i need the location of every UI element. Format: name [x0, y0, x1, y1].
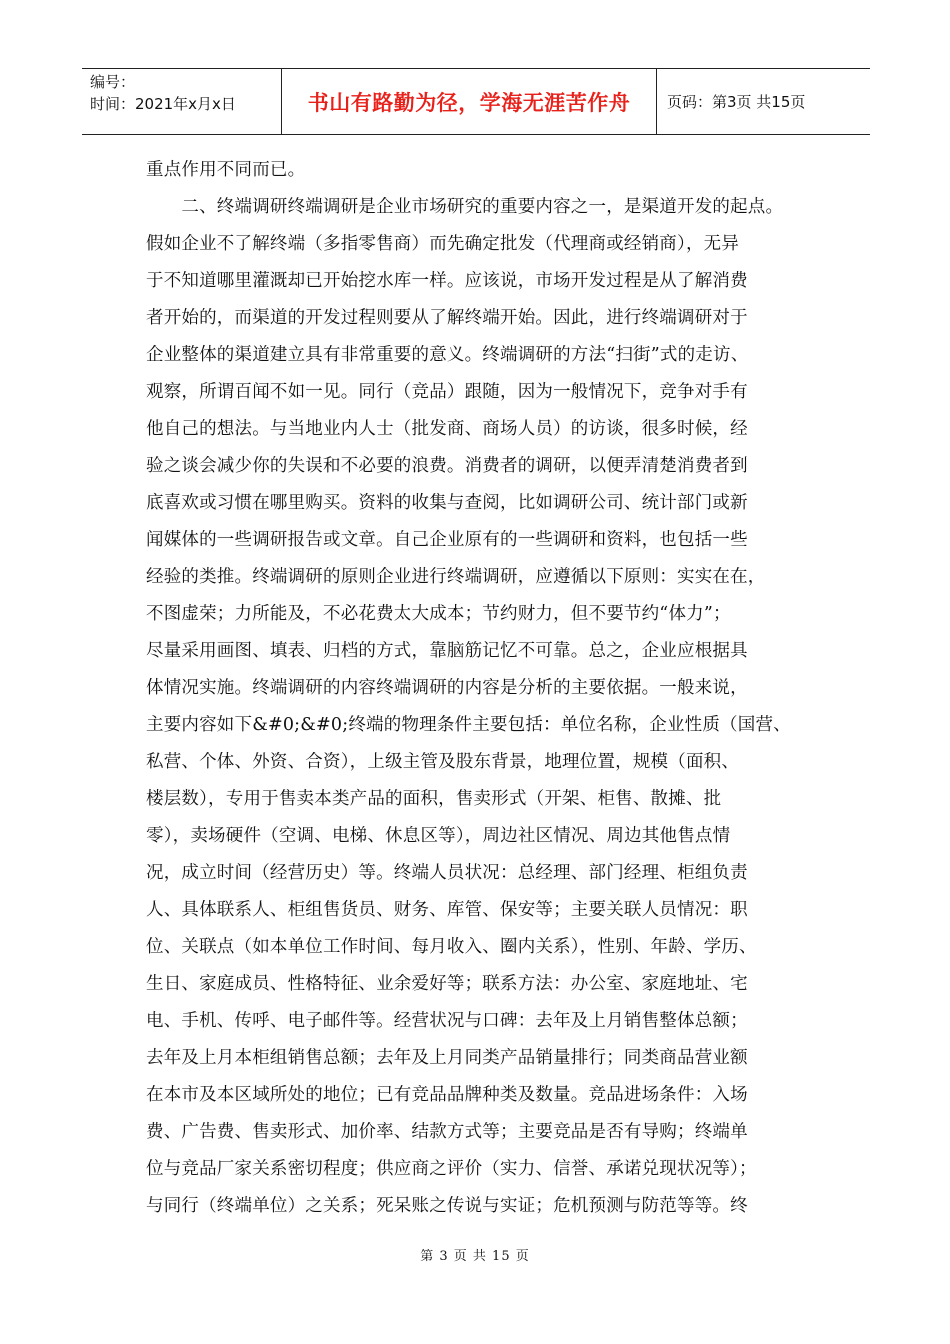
- body-line: 假如企业不了解终端（多指零售商）而先确定批发（代理商或经销商），无异: [146, 234, 740, 254]
- body-line: 二、终端调研终端调研是企业市场研究的重要内容之一，是渠道开发的起点。: [146, 197, 784, 217]
- body-line: 他自己的想法。与当地业内人士（批发商、商场人员）的访谈，很多时候，经: [146, 419, 748, 439]
- body-line: 电、手机、传呼、电子邮件等。经营状况与口碑：去年及上月销售整体总额；: [146, 1011, 748, 1031]
- body-line: 者开始的，而渠道的开发过程则要从了解终端开始。因此，进行终端调研对于: [146, 308, 748, 328]
- body-line: 费、广告费、售卖形式、加价率、结款方式等；主要竞品是否有导购；终端单: [146, 1122, 748, 1142]
- body-line: 位与竞品厂家关系密切程度；供应商之评价（实力、信誉、承诺兑现状况等）；: [146, 1159, 757, 1179]
- body-line: 底喜欢或习惯在哪里购买。资料的收集与查阅，比如调研公司、统计部门或新: [146, 493, 748, 513]
- body-line: 位、关联点（如本单位工作时间、每月收入、圈内关系），性别、年龄、学历、: [146, 937, 757, 957]
- document-header: [82, 68, 870, 135]
- body-line: 不图虚荣；力所能及，不必花费太大成本；节约财力，但不要节约“体力”；: [146, 604, 731, 624]
- body-line: 去年及上月本柜组销售总额；去年及上月同类产品销量排行；同类商品营业额: [146, 1048, 748, 1068]
- body-line: 生日、家庭成员、性格特征、业余爱好等；联系方法：办公室、家庭地址、宅: [146, 974, 748, 994]
- body-line: 重点作用不同而已。: [146, 160, 306, 180]
- header-meta: [82, 69, 282, 134]
- body-line: 况，成立时间（经营历史）等。终端人员状况：总经理、部门经理、柜组负责: [146, 863, 748, 883]
- body-line: 于不知道哪里灌溉却已开始挖水库一样。应该说，市场开发过程是从了解消费: [146, 271, 748, 291]
- body-line: 零），卖场硬件（空调、电梯、休息区等），周边社区情况、周边其他售点情: [146, 826, 731, 846]
- body-line: 体情况实施。终端调研的内容终端调研的内容是分析的主要依据。一般来说，: [146, 678, 748, 698]
- body-line: 在本市及本区域所处的地位；已有竞品品牌种类及数量。竞品进场条件：入场: [146, 1085, 748, 1105]
- body-line: 经验的类推。终端调研的原则企业进行终端调研，应遵循以下原则：实实在在，: [146, 567, 766, 587]
- body-line: 验之谈会减少你的失误和不必要的浪费。消费者的调研，以便弄清楚消费者到: [146, 456, 748, 476]
- body-line: 私营、个体、外资、合资），上级主管及股东背景，地理位置，规模（面积、: [146, 752, 740, 772]
- serial-number-label: 编号：: [90, 73, 136, 91]
- header-motto: 书山有路勤为径，学海无涯苦作舟: [282, 69, 657, 134]
- header-page-info: 页码：第3页 共15页: [667, 93, 806, 111]
- body-line: 观察，所谓百闻不如一见。同行（竞品）跟随，因为一般情况下，竞争对手有: [146, 382, 748, 402]
- body-line: 与同行（终端单位）之关系；死呆账之传说与实证；危机预测与防范等等。终: [146, 1196, 748, 1216]
- body-line: 人、具体联系人、柜组售货员、财务、库管、保安等；主要关联人员情况：职: [146, 900, 748, 920]
- body-line: 闻媒体的一些调研报告或文章。自己企业原有的一些调研和资料，也包括一些: [146, 530, 748, 550]
- body-line: 尽量采用画图、填表、归档的方式，靠脑筋记忆不可靠。总之，企业应根据具: [146, 641, 748, 661]
- body-line: 企业整体的渠道建立具有非常重要的意义。终端调研的方法“扫街”式的走访、: [146, 345, 749, 365]
- page-footer: 第 3 页 共 15 页: [420, 1249, 530, 1264]
- document-body: [146, 152, 826, 1225]
- body-line: 楼层数），专用于售卖本类产品的面积，售卖形式（开架、柜售、散摊、批: [146, 789, 722, 809]
- body-line: 主要内容如下&#0;&#0;终端的物理条件主要包括：单位名称，企业性质（国营、: [146, 715, 791, 735]
- date-label: 时间：2021年x月x日: [90, 95, 236, 113]
